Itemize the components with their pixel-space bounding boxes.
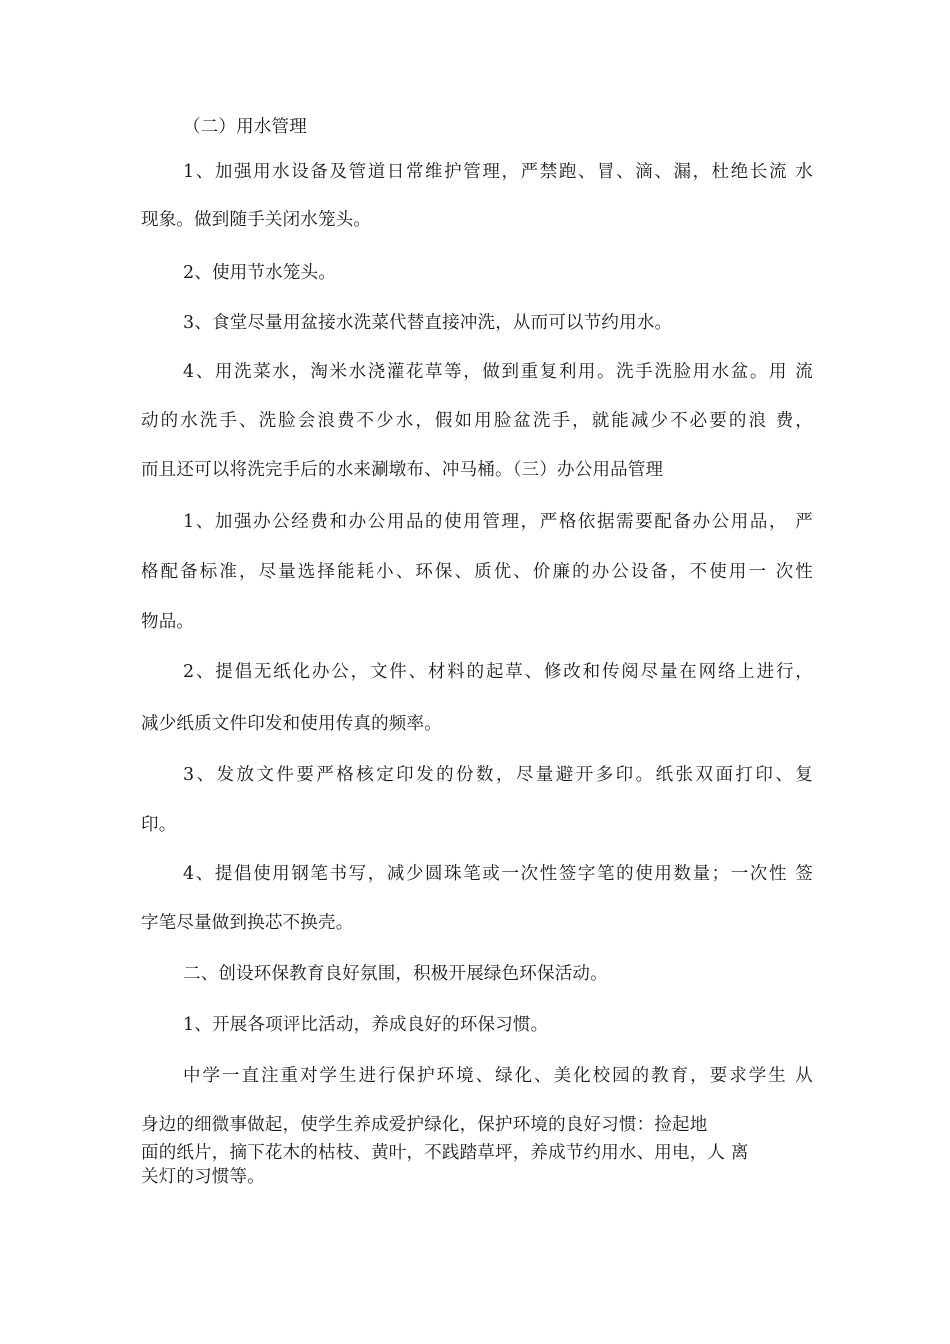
paragraph-line: 中学一直注重对学生进行保护环境、绿化、美化校园的教育，要求学生 从 [183, 1066, 813, 1086]
paragraph-line: 印。 [141, 815, 177, 835]
paragraph-line: 面的纸片，摘下花木的枯枝、黄叶，不践踏草坪，养成节约用水、用电，人 离 [141, 1143, 749, 1163]
paragraph-line: 而且还可以将洗完手后的水来涮墩布、冲马桶。（三）办公用品管理 [141, 460, 664, 480]
paragraph-line: 1、加强用水设备及管道日常维护管理，严禁跑、冒、滴、漏，杜绝长流 水 [183, 162, 813, 182]
paragraph-line: 2、使用节水笼头。 [183, 263, 336, 283]
paragraph-line: 4、用洗菜水，淘米水浇灌花草等，做到重复利用。洗手洗脸用水盆。用 流 [183, 362, 813, 382]
paragraph-line: 字笔尽量做到换芯不换壳。 [141, 913, 354, 933]
paragraph-line: 2、提倡无纸化办公，文件、材料的起草、修改和传阅尽量在网络上进行， [183, 662, 813, 682]
paragraph-line: 1、加强办公经费和办公用品的使用管理，严格依据需要配备办公用品， 严 [183, 512, 813, 532]
paragraph-line: 现象。做到随手关闭水笼头。 [141, 210, 372, 230]
paragraph-line: 1、开展各项评比活动，养成良好的环保习惯。 [183, 1015, 549, 1035]
paragraph-line: 动的水洗手、洗脸会浪费不少水，假如用脸盆洗手，就能减少不必要的浪 费， [141, 411, 813, 431]
paragraph-line: 3、发放文件要严格核定印发的份数，尽量避开多印。纸张双面打印、复 [183, 765, 813, 785]
section-heading-activities: 二、创设环保教育良好氛围，积极开展绿色环保活动。 [183, 964, 608, 984]
paragraph-line: 身边的细微事做起，使学生养成爱护绿化，保护环境的良好习惯：捡起地 [141, 1115, 708, 1135]
paragraph-line: 4、提倡使用钢笔书写，减少圆珠笔或一次性签字笔的使用数量；一次性 签 [183, 864, 813, 884]
paragraph-line: 3、食堂尽量用盆接水洗菜代替直接冲洗，从而可以节约用水。 [183, 313, 673, 333]
section-heading-water: （二）用水管理 [183, 117, 307, 137]
paragraph-line: 减少纸质文件印发和使用传真的频率。 [141, 714, 442, 734]
paragraph-line: 格配备标准，尽量选择能耗小、环保、质优、价廉的办公设备，不使用一 次性 [141, 562, 813, 582]
paragraph-line: 关灯的习惯等。 [141, 1167, 265, 1187]
paragraph-line: 物品。 [141, 612, 195, 632]
